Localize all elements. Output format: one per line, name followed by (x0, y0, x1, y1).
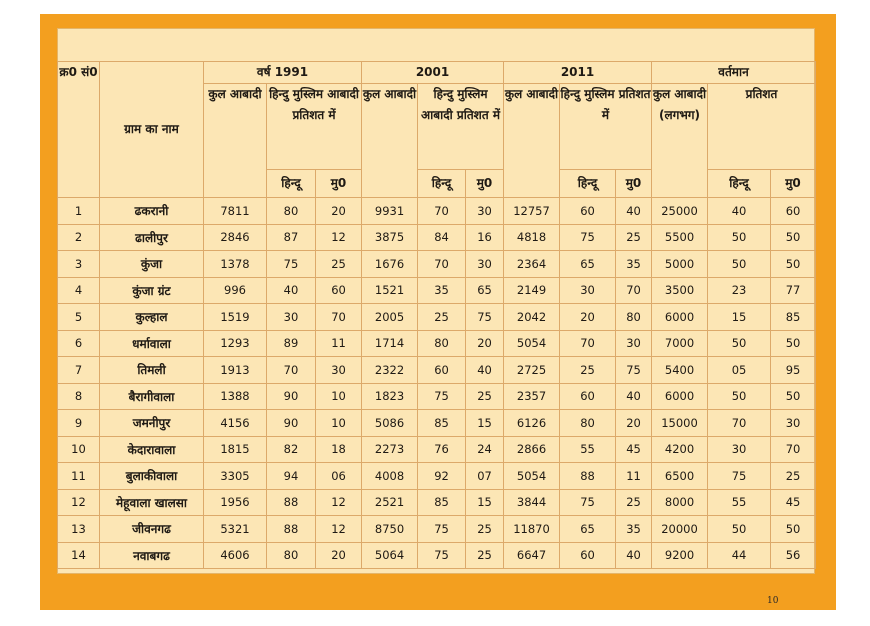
table-cell: 50 (708, 330, 771, 357)
header-muslim-present: मु0 (771, 170, 816, 198)
table-cell: 75 (418, 383, 466, 410)
table-cell: 5000 (652, 251, 708, 278)
village-name: बैरागीवाला (100, 383, 204, 410)
table-cell: 3305 (204, 463, 267, 490)
table-cell: 60 (560, 383, 616, 410)
table-cell: 4818 (504, 224, 560, 251)
village-name: जमनीपुर (100, 410, 204, 437)
table-cell: 85 (771, 304, 816, 331)
table-cell: 40 (466, 357, 504, 384)
table-cell: 25 (616, 224, 652, 251)
table-cell: 44 (708, 542, 771, 569)
table-cell: 15 (466, 489, 504, 516)
table-cell: 95 (771, 357, 816, 384)
row-number: 6 (58, 330, 100, 357)
table-cell: 24 (466, 436, 504, 463)
row-number: 3 (58, 251, 100, 278)
table-cell: 60 (560, 198, 616, 225)
table-cell: 18 (316, 436, 362, 463)
table-cell: 25 (466, 542, 504, 569)
table-cell: 1378 (204, 251, 267, 278)
table-cell: 70 (771, 436, 816, 463)
header-muslim-2011: मु0 (616, 170, 652, 198)
table-cell: 75 (560, 224, 616, 251)
header-sno: क्र0 सं0 (58, 62, 100, 198)
header-ratio-2001: हिन्दु मुस्लिम आबादी प्रतिशत में (418, 84, 504, 170)
header-muslim-2001: मु0 (466, 170, 504, 198)
table-cell: 50 (708, 383, 771, 410)
village-name: नवाबगढ (100, 542, 204, 569)
table-cell: 07 (466, 463, 504, 490)
table-cell: 60 (560, 542, 616, 569)
table-row (58, 516, 816, 543)
table-cell: 65 (560, 516, 616, 543)
table-cell: 30 (466, 198, 504, 225)
table-cell: 82 (267, 436, 316, 463)
table-cell: 6000 (652, 383, 708, 410)
row-number: 4 (58, 277, 100, 304)
village-name: धर्मावाला (100, 330, 204, 357)
table-cell: 84 (418, 224, 466, 251)
table-cell: 2725 (504, 357, 560, 384)
table-cell: 94 (267, 463, 316, 490)
table-row (58, 330, 816, 357)
table-cell: 40 (616, 198, 652, 225)
table-cell: 4606 (204, 542, 267, 569)
table-cell: 20 (316, 198, 362, 225)
village-name: ढालीपुर (100, 224, 204, 251)
table-cell: 5500 (652, 224, 708, 251)
table-row (58, 198, 816, 225)
table-cell: 12757 (504, 198, 560, 225)
table-cell: 80 (267, 198, 316, 225)
table-cell: 11 (316, 330, 362, 357)
table-cell: 9200 (652, 542, 708, 569)
table-cell: 25000 (652, 198, 708, 225)
table-cell: 70 (418, 251, 466, 278)
table-cell: 85 (418, 410, 466, 437)
table-cell: 25 (466, 383, 504, 410)
table-cell: 55 (560, 436, 616, 463)
header-total-2001: कुल आबादी (362, 84, 418, 198)
table-cell: 20 (560, 304, 616, 331)
table-cell: 45 (616, 436, 652, 463)
village-name: मेहूवाला खालसा (100, 489, 204, 516)
row-number: 7 (58, 357, 100, 384)
table-cell: 2005 (362, 304, 418, 331)
table-cell: 50 (771, 251, 816, 278)
table-cell: 2273 (362, 436, 418, 463)
table-cell: 2364 (504, 251, 560, 278)
row-number: 1 (58, 198, 100, 225)
table-row (58, 357, 816, 384)
row-number: 13 (58, 516, 100, 543)
table-cell: 85 (418, 489, 466, 516)
table-cell: 30 (708, 436, 771, 463)
table-cell: 20000 (652, 516, 708, 543)
table-cell: 30 (316, 357, 362, 384)
table-cell: 65 (560, 251, 616, 278)
table-cell: 25 (316, 251, 362, 278)
table-cell: 70 (616, 277, 652, 304)
table-cell: 20 (616, 410, 652, 437)
table-cell: 50 (708, 516, 771, 543)
table-row (58, 436, 816, 463)
header-hindu-2011: हिन्दू (560, 170, 616, 198)
table-cell: 40 (616, 383, 652, 410)
table-cell: 11 (616, 463, 652, 490)
header-ratio-1991: हिन्दु मुस्लिम आबादी प्रतिशत में (267, 84, 362, 170)
table-cell: 56 (771, 542, 816, 569)
page-number: 10 (767, 596, 779, 606)
table-cell: 6126 (504, 410, 560, 437)
table-row (58, 224, 816, 251)
table-cell: 10 (316, 410, 362, 437)
table-cell: 40 (708, 198, 771, 225)
table-cell: 5400 (652, 357, 708, 384)
table-cell: 65 (466, 277, 504, 304)
table-cell: 1388 (204, 383, 267, 410)
table-cell: 5086 (362, 410, 418, 437)
table-row (58, 304, 816, 331)
village-name: कुंजा ग्रंट (100, 277, 204, 304)
table-cell: 2866 (504, 436, 560, 463)
table-cell: 1815 (204, 436, 267, 463)
table-cell: 89 (267, 330, 316, 357)
village-name: बुलाकीवाला (100, 463, 204, 490)
table-cell: 75 (616, 357, 652, 384)
table-cell: 15 (466, 410, 504, 437)
table-cell: 16 (466, 224, 504, 251)
table-cell: 90 (267, 383, 316, 410)
table-cell: 3844 (504, 489, 560, 516)
table-cell: 996 (204, 277, 267, 304)
table-cell: 75 (418, 516, 466, 543)
header-percent-present: प्रतिशत (708, 84, 816, 170)
row-number: 14 (58, 542, 100, 569)
table-cell: 8750 (362, 516, 418, 543)
table-cell: 15 (708, 304, 771, 331)
table-cell: 88 (560, 463, 616, 490)
table-cell: 20 (466, 330, 504, 357)
header-ratio-2011: हिन्दु मुस्लिम प्रतिशत में (560, 84, 652, 170)
header-present: वर्तमान (652, 62, 816, 84)
table-cell: 75 (560, 489, 616, 516)
table-cell: 1714 (362, 330, 418, 357)
table-cell: 15000 (652, 410, 708, 437)
table-cell: 75 (267, 251, 316, 278)
table-cell: 70 (418, 198, 466, 225)
village-name: ढकरानी (100, 198, 204, 225)
header-total-1991: कुल आबादी (204, 84, 267, 198)
table-cell: 23 (708, 277, 771, 304)
table-cell: 8000 (652, 489, 708, 516)
table-cell: 7000 (652, 330, 708, 357)
table-cell: 1956 (204, 489, 267, 516)
village-name: कुल्हाल (100, 304, 204, 331)
table-cell: 2846 (204, 224, 267, 251)
table-cell: 6647 (504, 542, 560, 569)
table-cell: 5054 (504, 330, 560, 357)
table-cell: 88 (267, 516, 316, 543)
table-cell: 4008 (362, 463, 418, 490)
row-number: 12 (58, 489, 100, 516)
table-cell: 12 (316, 516, 362, 543)
header-year-2011: 2011 (504, 62, 652, 84)
village-name: केदारावाला (100, 436, 204, 463)
table-cell: 25 (616, 489, 652, 516)
header-total-2011: कुल आबादी (504, 84, 560, 198)
table-cell: 60 (418, 357, 466, 384)
table-cell: 2521 (362, 489, 418, 516)
header-hindu-present: हिन्दू (708, 170, 771, 198)
table-row (58, 383, 816, 410)
header-hindu-2001: हिन्दू (418, 170, 466, 198)
table-cell: 70 (560, 330, 616, 357)
table-cell: 40 (267, 277, 316, 304)
table-cell: 4156 (204, 410, 267, 437)
table-cell: 60 (316, 277, 362, 304)
row-number: 10 (58, 436, 100, 463)
table-cell: 35 (616, 251, 652, 278)
table-cell: 70 (708, 410, 771, 437)
table-cell: 3875 (362, 224, 418, 251)
table-cell: 2322 (362, 357, 418, 384)
table-cell: 25 (466, 516, 504, 543)
table-row (58, 277, 816, 304)
table-cell: 75 (708, 463, 771, 490)
table-row (58, 410, 816, 437)
table-cell: 55 (708, 489, 771, 516)
table-cell: 12 (316, 489, 362, 516)
table-cell: 1519 (204, 304, 267, 331)
row-number: 9 (58, 410, 100, 437)
table-cell: 30 (466, 251, 504, 278)
table-cell: 25 (560, 357, 616, 384)
table-cell: 6500 (652, 463, 708, 490)
table-cell: 50 (771, 224, 816, 251)
table-cell: 30 (616, 330, 652, 357)
table-cell: 1823 (362, 383, 418, 410)
village-name: कुंजा (100, 251, 204, 278)
table-cell: 5064 (362, 542, 418, 569)
table-cell: 1521 (362, 277, 418, 304)
header-year-1991: वर्ष 1991 (204, 62, 362, 84)
table-row (58, 489, 816, 516)
table-cell: 9931 (362, 198, 418, 225)
table-cell: 70 (316, 304, 362, 331)
table-cell: 05 (708, 357, 771, 384)
header-total-present: कुल आबादी (लगभग) (652, 84, 708, 198)
table-cell: 2357 (504, 383, 560, 410)
table-cell: 50 (771, 383, 816, 410)
table-cell: 7811 (204, 198, 267, 225)
header-muslim-1991: मु0 (316, 170, 362, 198)
table-cell: 25 (418, 304, 466, 331)
table-cell: 2149 (504, 277, 560, 304)
table-cell: 10 (316, 383, 362, 410)
header-village: ग्राम का नाम (100, 62, 204, 198)
table-cell: 90 (267, 410, 316, 437)
table-cell: 5321 (204, 516, 267, 543)
table-cell: 92 (418, 463, 466, 490)
row-number: 11 (58, 463, 100, 490)
table-cell: 45 (771, 489, 816, 516)
table-cell: 1676 (362, 251, 418, 278)
table-cell: 06 (316, 463, 362, 490)
table-cell: 50 (708, 251, 771, 278)
table-cell: 30 (267, 304, 316, 331)
table-cell: 1913 (204, 357, 267, 384)
table-cell: 80 (560, 410, 616, 437)
table-cell: 11870 (504, 516, 560, 543)
table-cell: 4200 (652, 436, 708, 463)
header-hindu-1991: हिन्दू (267, 170, 316, 198)
table-cell: 1293 (204, 330, 267, 357)
table-cell: 6000 (652, 304, 708, 331)
table-row (58, 542, 816, 569)
table-cell: 50 (708, 224, 771, 251)
table-cell: 77 (771, 277, 816, 304)
row-number: 2 (58, 224, 100, 251)
table-cell: 60 (771, 198, 816, 225)
table-cell: 3500 (652, 277, 708, 304)
table-cell: 35 (616, 516, 652, 543)
table-cell: 75 (466, 304, 504, 331)
table-cell: 20 (316, 542, 362, 569)
table-cell: 25 (771, 463, 816, 490)
table-cell: 35 (418, 277, 466, 304)
table-cell: 2042 (504, 304, 560, 331)
table-row (58, 251, 816, 278)
row-number: 5 (58, 304, 100, 331)
table-cell: 88 (267, 489, 316, 516)
table-cell: 50 (771, 516, 816, 543)
table-cell: 12 (316, 224, 362, 251)
row-number: 8 (58, 383, 100, 410)
table-cell: 5054 (504, 463, 560, 490)
population-table (57, 61, 816, 569)
table-cell: 87 (267, 224, 316, 251)
table-cell: 76 (418, 436, 466, 463)
table-cell: 30 (771, 410, 816, 437)
table-cell: 30 (560, 277, 616, 304)
table-cell: 50 (771, 330, 816, 357)
table-cell: 70 (267, 357, 316, 384)
header-year-2001: 2001 (362, 62, 504, 84)
table-cell: 40 (616, 542, 652, 569)
table-cell: 80 (267, 542, 316, 569)
village-name: जीवनगढ (100, 516, 204, 543)
village-name: तिमली (100, 357, 204, 384)
table-cell: 80 (616, 304, 652, 331)
table-cell: 75 (418, 542, 466, 569)
table-cell: 80 (418, 330, 466, 357)
table-row (58, 463, 816, 490)
